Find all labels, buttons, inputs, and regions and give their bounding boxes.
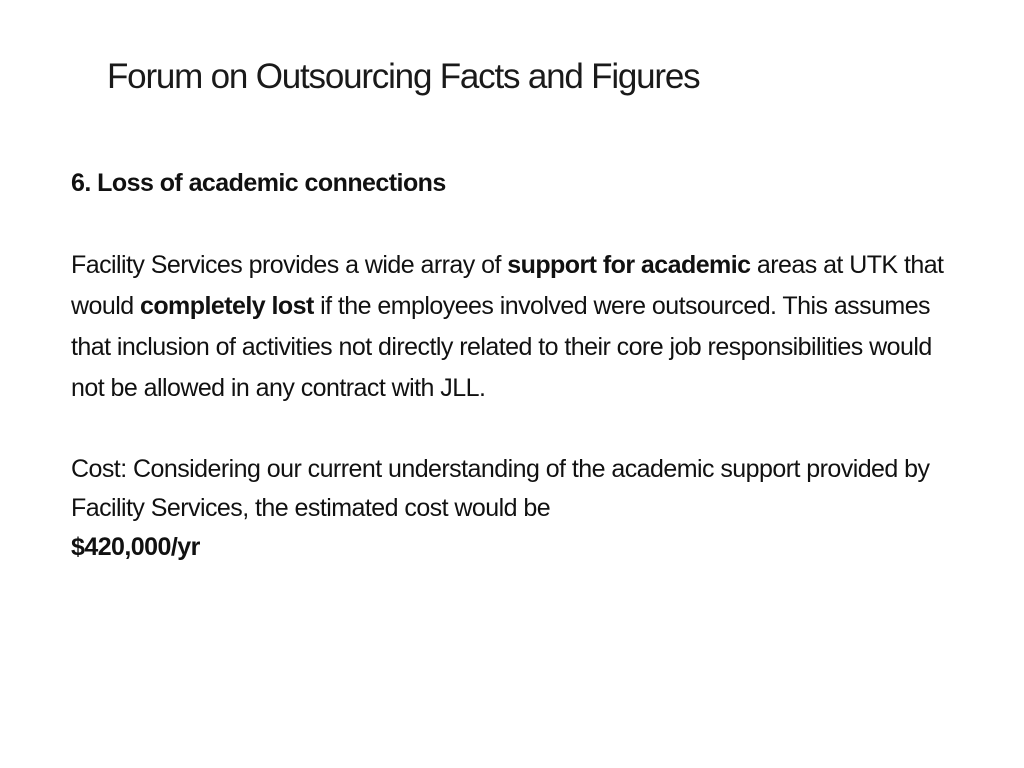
text-run: Facility Services provides a wide array of xyxy=(71,251,508,279)
section-heading: 6. Loss of academic connections xyxy=(71,169,446,197)
bold-text-run: support for academic xyxy=(507,251,751,279)
paragraph-cost xyxy=(71,450,991,567)
text-run: areas at UTK that would xyxy=(71,251,944,320)
text-run: if the employees involved were outsourced. This assumes that inclusion of activities not directly related to their core job responsibilities would not be allowed in any contract with JLL. xyxy=(71,292,932,402)
cost-text: Cost: Considering our current understanding of the academic support provided by Facility Services, the estimated cost would be xyxy=(71,455,930,522)
slide-body xyxy=(71,163,991,567)
slide-title: Forum on Outsourcing Facts and Figures xyxy=(107,57,700,96)
paragraph-academic-support xyxy=(71,245,951,409)
bold-text-run: completely lost xyxy=(139,292,314,320)
cost-amount: $420,000/yr xyxy=(71,533,200,561)
